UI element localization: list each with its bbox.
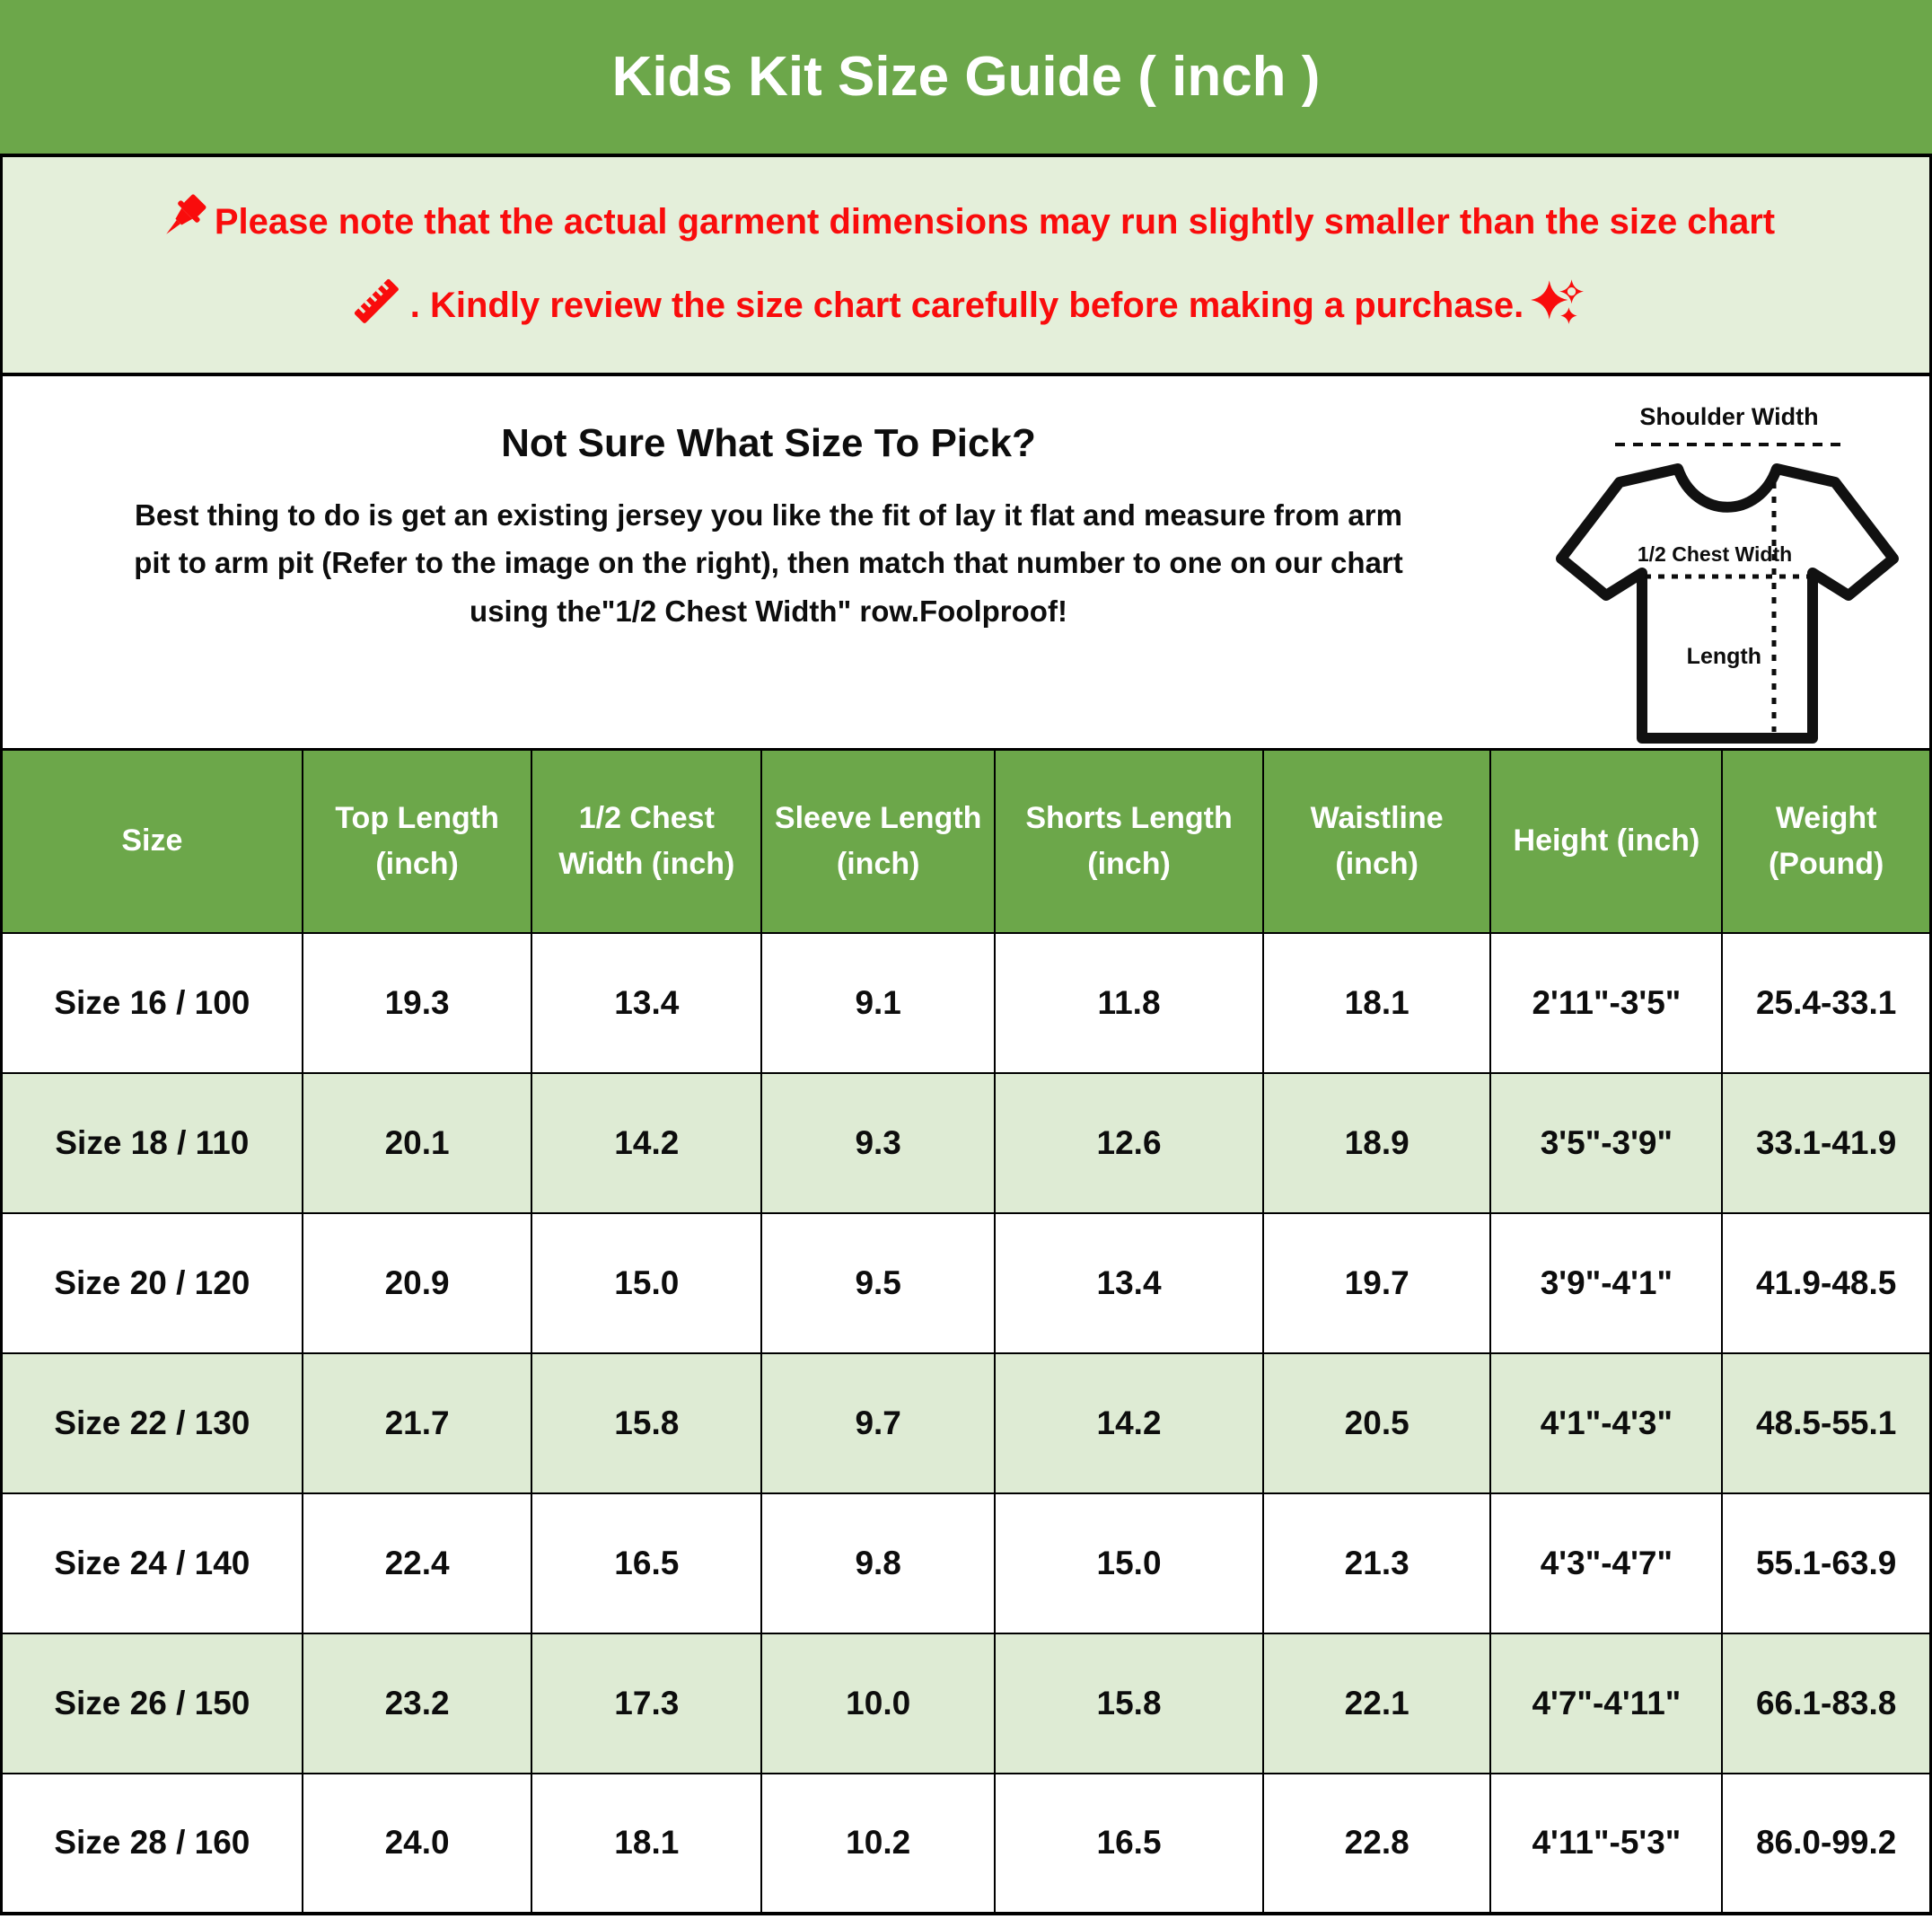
- table-row: [2, 1633, 1931, 1774]
- size-cell: Size 28 / 160: [2, 1774, 303, 1914]
- table-row: [2, 1774, 1931, 1914]
- fit-guide-body: [3, 491, 1534, 635]
- value-cell: 41.9-48.5: [1722, 1213, 1930, 1353]
- table-row: [2, 1213, 1931, 1353]
- value-cell: 13.4: [995, 1213, 1263, 1353]
- size-cell: Size 26 / 150: [2, 1633, 303, 1774]
- header-sleeve-length: Sleeve Length (inch): [761, 750, 995, 933]
- value-cell: 19.7: [1263, 1213, 1491, 1353]
- value-cell: 16.5: [995, 1774, 1263, 1914]
- value-cell: 2'11"-3'5": [1490, 933, 1722, 1073]
- value-cell: 23.2: [303, 1633, 532, 1774]
- fit-guide-body-line-3: using the"1/2 Chest Width" row.Foolproof!: [470, 594, 1067, 628]
- value-cell: 10.0: [761, 1633, 995, 1774]
- fit-guide-heading: Not Sure What Size To Pick?: [501, 421, 1036, 465]
- value-cell: 21.7: [303, 1353, 532, 1493]
- tshirt-measure-diagram: [1534, 376, 1929, 748]
- header-top-length: Top Length (inch): [303, 750, 532, 933]
- value-cell: 3'9"-4'1": [1490, 1213, 1722, 1353]
- pushpin-icon: [157, 191, 209, 252]
- notice-banner: [0, 157, 1932, 376]
- ruler-icon: [347, 272, 405, 339]
- value-cell: 21.3: [1263, 1493, 1491, 1633]
- value-cell: 22.8: [1263, 1774, 1491, 1914]
- value-cell: 15.8: [531, 1353, 761, 1493]
- value-cell: 18.1: [531, 1774, 761, 1914]
- value-cell: 20.5: [1263, 1353, 1491, 1493]
- value-cell: 4'1"-4'3": [1490, 1353, 1722, 1493]
- value-cell: 19.3: [303, 933, 532, 1073]
- value-cell: 24.0: [303, 1774, 532, 1914]
- table-row: [2, 1493, 1931, 1633]
- header-half-chest-width: 1/2 Chest Width (inch): [531, 750, 761, 933]
- header-size: Size: [2, 750, 303, 933]
- value-cell: 3'5"-3'9": [1490, 1073, 1722, 1213]
- fit-guide-body-line-2: pit to arm pit (Refer to the image on the right), then match that number to one on our chart: [134, 546, 1403, 580]
- value-cell: 13.4: [531, 933, 761, 1073]
- table-row: [2, 933, 1931, 1073]
- value-cell: 4'11"-5'3": [1490, 1774, 1722, 1914]
- value-cell: 20.9: [303, 1213, 532, 1353]
- value-cell: 9.3: [761, 1073, 995, 1213]
- shoulder-width-label: Shoulder Width: [1639, 403, 1819, 430]
- fit-guide-body-line-1: Best thing to do is get an existing jersey you like the fit of lay it flat and measure from arm: [135, 498, 1402, 532]
- header-weight: Weight (Pound): [1722, 750, 1930, 933]
- value-cell: 10.2: [761, 1774, 995, 1914]
- value-cell: 86.0-99.2: [1722, 1774, 1930, 1914]
- value-cell: 33.1-41.9: [1722, 1073, 1930, 1213]
- value-cell: 9.7: [761, 1353, 995, 1493]
- notice-line-2: [347, 272, 1585, 339]
- value-cell: 15.0: [995, 1493, 1263, 1633]
- notice-text-1: Please note that the actual garment dimensions may run slightly smaller than the size chart: [214, 201, 1776, 242]
- header-height: Height (inch): [1490, 750, 1722, 933]
- header-row: [2, 750, 1931, 933]
- tshirt-diagram-svg: [1534, 392, 1920, 752]
- value-cell: 20.1: [303, 1073, 532, 1213]
- value-cell: 9.8: [761, 1493, 995, 1633]
- fit-guide-section: [0, 376, 1932, 748]
- size-cell: Size 18 / 110: [2, 1073, 303, 1213]
- value-cell: 14.2: [995, 1353, 1263, 1493]
- page-title: Kids Kit Size Guide ( inch ): [611, 46, 1321, 108]
- value-cell: 14.2: [531, 1073, 761, 1213]
- header-waistline: Waistline (inch): [1263, 750, 1491, 933]
- size-cell: Size 16 / 100: [2, 933, 303, 1073]
- value-cell: 11.8: [995, 933, 1263, 1073]
- tshirt-outline: [1561, 469, 1893, 738]
- value-cell: 66.1-83.8: [1722, 1633, 1930, 1774]
- size-cell: Size 24 / 140: [2, 1493, 303, 1633]
- size-cell: Size 22 / 130: [2, 1353, 303, 1493]
- sparkles-icon: [1529, 275, 1585, 336]
- value-cell: 4'7"-4'11": [1490, 1633, 1722, 1774]
- value-cell: 4'3"-4'7": [1490, 1493, 1722, 1633]
- value-cell: 22.4: [303, 1493, 532, 1633]
- title-bar: [0, 0, 1932, 157]
- value-cell: 9.1: [761, 933, 995, 1073]
- half-chest-width-label: 1/2 Chest Width: [1637, 542, 1793, 566]
- value-cell: 25.4-33.1: [1722, 933, 1930, 1073]
- value-cell: 17.3: [531, 1633, 761, 1774]
- value-cell: 16.5: [531, 1493, 761, 1633]
- value-cell: 48.5-55.1: [1722, 1353, 1930, 1493]
- table-row: [2, 1353, 1931, 1493]
- size-chart-table: [0, 748, 1932, 1915]
- notice-text-2: . Kindly review the size chart carefully before making a purchase.: [409, 285, 1524, 325]
- value-cell: 15.8: [995, 1633, 1263, 1774]
- header-shorts-length: Shorts Length (inch): [995, 750, 1263, 933]
- value-cell: 9.5: [761, 1213, 995, 1353]
- fit-guide-text: [3, 376, 1534, 748]
- value-cell: 55.1-63.9: [1722, 1493, 1930, 1633]
- notice-line-1: [157, 191, 1775, 252]
- length-label: Length: [1686, 644, 1761, 669]
- value-cell: 12.6: [995, 1073, 1263, 1213]
- table-row: [2, 1073, 1931, 1213]
- size-cell: Size 20 / 120: [2, 1213, 303, 1353]
- value-cell: 22.1: [1263, 1633, 1491, 1774]
- value-cell: 18.1: [1263, 933, 1491, 1073]
- value-cell: 18.9: [1263, 1073, 1491, 1213]
- value-cell: 15.0: [531, 1213, 761, 1353]
